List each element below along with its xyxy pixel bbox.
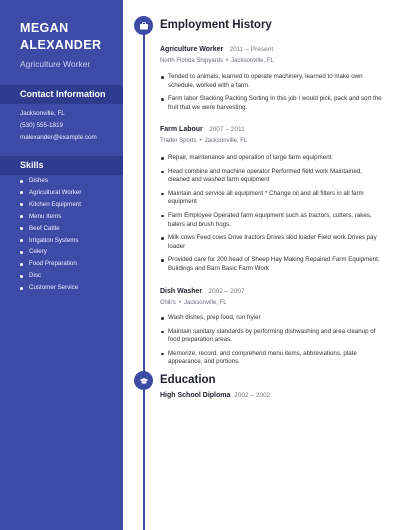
education-degree: High School Diploma bbox=[160, 392, 231, 399]
skill-item: Menu Items bbox=[20, 211, 82, 223]
name-first: MEGAN bbox=[20, 21, 69, 35]
job-bullet: Maintain sanitary standards by performing dishwashing and area cleanup of food preparation areas. bbox=[160, 328, 382, 345]
job-meta: North Florida Shipyards • Jacksonville, FL bbox=[160, 58, 274, 64]
job-title-subtitle: Agriculture Worker bbox=[20, 59, 91, 69]
job-title: Farm Labour bbox=[160, 126, 203, 133]
job-dates: 2002 – 2007 bbox=[208, 288, 245, 295]
job-entry bbox=[160, 280, 382, 372]
job-company: Trader Sports bbox=[160, 138, 197, 144]
skills-list bbox=[20, 175, 82, 294]
job-company: North Florida Shipyards bbox=[160, 58, 224, 64]
job-meta: Trader Sports • Jacksonville, FL bbox=[160, 138, 248, 144]
job-title: Agriculture Worker bbox=[160, 46, 224, 53]
skill-item: Irrigation Systems bbox=[20, 235, 82, 247]
timeline-line bbox=[143, 30, 145, 530]
contact-email: malexander@example.com bbox=[20, 134, 97, 141]
job-bullet: Memorize, record, and comprehend menu items, abbreviations, plate appearance, and portions. bbox=[160, 350, 382, 367]
skill-item: Celery bbox=[20, 246, 82, 258]
skill-item: Dishes bbox=[20, 175, 82, 187]
skill-item: Disc bbox=[20, 270, 82, 282]
name-last: ALEXANDER bbox=[20, 38, 102, 52]
job-bullet: Milk cows Feed cows Drive tractors Drives skid loader Field work Drives pay loader bbox=[160, 234, 382, 251]
job-location: Jacksonville, FL bbox=[204, 138, 248, 144]
education-dates: 2002 – 2002 bbox=[234, 392, 271, 399]
job-bullet: Farm labor Stacking Packing Sorting In this job I would pick, pack and sort the fruit that we were harvesting. bbox=[160, 95, 382, 112]
skill-item: Food Preparation bbox=[20, 258, 82, 270]
contact-phone: (530) 555-1819 bbox=[20, 122, 64, 129]
job-title: Dish Washer bbox=[160, 288, 203, 295]
skills-heading-band bbox=[0, 156, 123, 175]
job-entry bbox=[160, 118, 382, 279]
skill-item: Customer Service bbox=[20, 282, 82, 294]
job-header bbox=[160, 280, 382, 298]
job-header bbox=[160, 118, 382, 136]
contact-location: Jacksonville, FL bbox=[20, 110, 65, 117]
sidebar bbox=[0, 0, 123, 530]
job-bullet: Farm Employee Operated farm equipment such as tractors, cutters, rakes, balers and brush hogs. bbox=[160, 212, 382, 229]
job-bullets bbox=[160, 73, 382, 112]
job-bullet: Provided care for 200 head of Sheep Hay Making Repaired Farm Equipment, Buildings and Barn Basic Farm Work bbox=[160, 256, 382, 273]
employment-heading: Employment History bbox=[160, 19, 272, 31]
job-bullet: Wash dishes, prep food, run fryier bbox=[160, 314, 382, 323]
skill-item: Kitchen Equipment bbox=[20, 199, 82, 211]
job-dates: 2011 – Present bbox=[229, 46, 274, 53]
job-bullets bbox=[160, 154, 382, 274]
job-location: Jacksonville, FL bbox=[183, 300, 227, 306]
job-bullet: Repair, maintenance and operation of large farm equipment. bbox=[160, 154, 382, 163]
job-dates: 2007 – 2011 bbox=[209, 126, 245, 133]
skill-item: Agricultural Worker bbox=[20, 187, 82, 199]
job-meta: Chili's • Jacksonville, FL bbox=[160, 300, 227, 306]
job-bullet: Maintain and service all equipment * Change oil and all filters in all farm equipment bbox=[160, 190, 382, 207]
job-bullet: Head combine and machine operator Performed field work Maintained, cleaned and washed farm equipment bbox=[160, 168, 382, 185]
job-bullet: Tended to animals, learned to operate machinery, learned to make own schedule, worked with a farm. bbox=[160, 73, 382, 90]
briefcase-icon bbox=[134, 16, 153, 35]
job-entry bbox=[160, 38, 382, 117]
skills-heading: Skills bbox=[20, 160, 44, 170]
skill-item: Beef Cattle bbox=[20, 223, 82, 235]
education-heading: Education bbox=[160, 374, 216, 386]
job-company: Chili's bbox=[160, 300, 176, 306]
job-bullets bbox=[160, 314, 382, 367]
job-header bbox=[160, 38, 382, 56]
candidate-name bbox=[20, 20, 120, 54]
job-location: Jacksonville, FL bbox=[231, 58, 274, 64]
education-entry bbox=[160, 392, 270, 399]
graduation-cap-icon bbox=[134, 371, 153, 390]
contact-heading: Contact Information bbox=[20, 89, 106, 99]
